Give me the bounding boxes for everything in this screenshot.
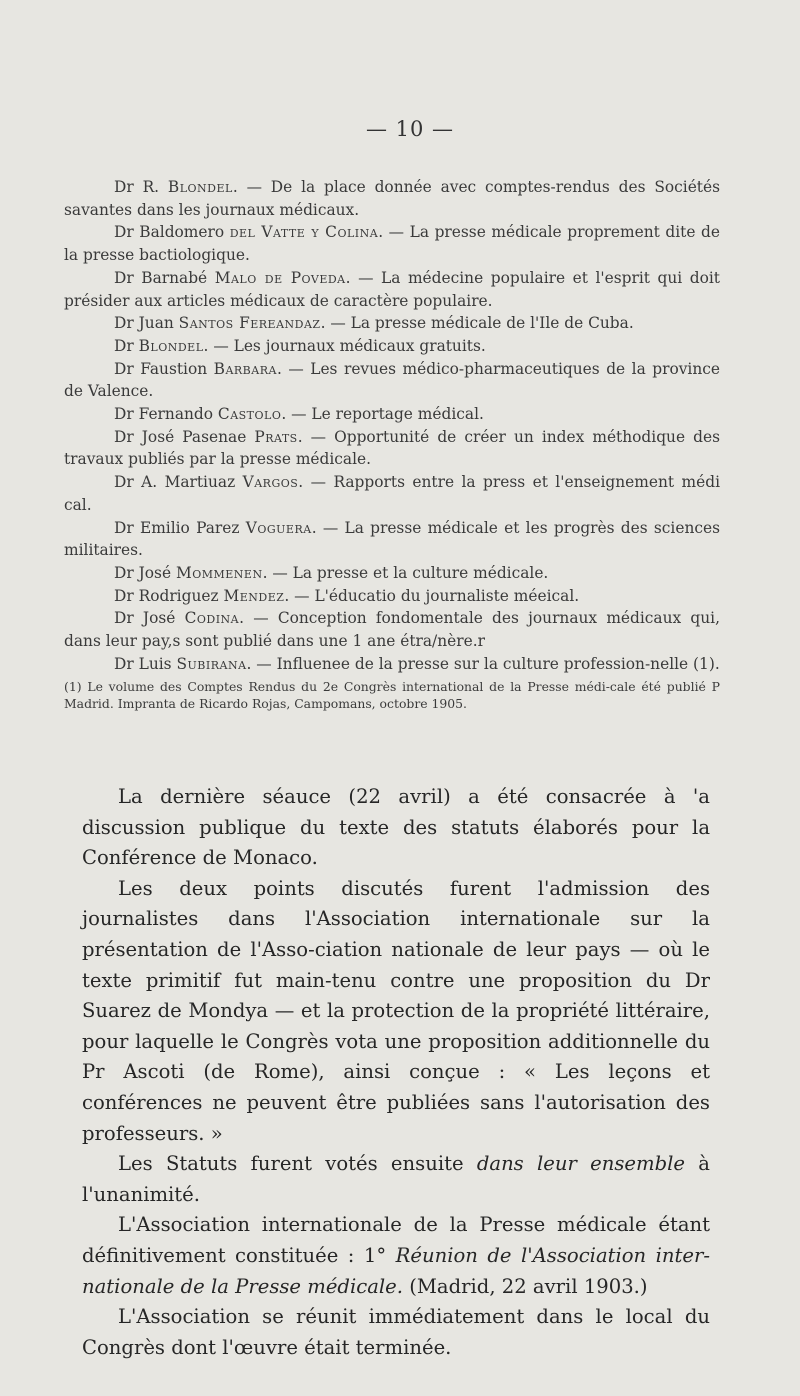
main-text — [82, 782, 710, 1363]
paragraph: L'Association internationale de la Presse médicale étant définitivement constituée : 1° Réunion de l'Association inter-nationale de la Presse médicale. (Madrid, 22 avril 1903.) — [82, 1213, 710, 1298]
paragraph: Les deux points discutés furent l'admission des journalistes dans l'Association internationale sur la présentation de l'Asso-ciation nationale de leur pays — où le texte primitif fut main-tenu contre une proposition du Dr Suarez de Mondya — et la protection de la propriété littéraire, pour laquelle le Congrès vota une proposition additionnelle du Pr Ascoti (de Rome), ainsi conçue : « Les leçons et conférences ne peuvent être publiées sans l'autorisation des professeurs. » — [82, 876, 710, 1145]
paper-entry: Dr Baldomero del Vatte y Colina. — La presse médicale proprement dite de la presse bactiologique. — [64, 223, 720, 265]
paragraph: L'Association se réunit immédiatement dans le local du Congrès dont l'œuvre était terminée. — [82, 1305, 710, 1359]
paper-entry: Dr Juan Santos Fereandaz. — La presse médicale de l'Ile de Cuba. — [114, 314, 634, 333]
footnote: (1) Le volume des Comptes Rendus du 2e Congrès international de la Presse médi-cale été publié P Madrid. Impranta de Ricardo Rojas, Campomans, octobre 1905. — [64, 679, 720, 712]
paper-entry: Dr Faustion Barbara. — Les revues médico-pharmaceutiques de la province de Valence. — [64, 359, 720, 401]
paper-entry: Dr R. Blondel. — De la place donnée avec comptes-rendus des Sociétés savantes dans les journaux médicaux. — [64, 178, 720, 219]
paper-list — [64, 176, 720, 712]
paper-entry: Dr José Codina. — Conception fondomentale des journaux médicaux qui, dans leur pay,s sont publié dans une 1 ane étra/nère.r — [64, 609, 720, 651]
paper-entry: Dr A. Martiuaz Vargos. — Rapports entre la press et l'enseignement médi cal. — [64, 473, 720, 514]
paragraph: Les Statuts furent votés ensuite dans leur ensemble à l'unanimité. — [82, 1152, 710, 1206]
paragraph: La dernière séauce (22 avril) a été consacrée à 'a discussion publique du texte des statuts élaborés pour la Conférence de Monaco. — [82, 785, 710, 870]
paper-entry: Dr Rodriguez Mendez. — L'éducatio du journaliste méeical. — [114, 586, 580, 605]
paper-entry: Dr Luis Subirana. — Influenee de la presse sur la culture profession-nelle (1). — [114, 654, 720, 673]
paper-entry: Dr Fernando Castolo. — Le reportage médical. — [114, 405, 484, 424]
paper-entry: Dr José Pasenae Prats. — Opportunité de créer un index méthodique des travaux publiés par la presse médicale. — [64, 427, 720, 469]
paper-entry: Dr José Mommenen. — La presse et la culture médicale. — [114, 563, 549, 582]
paper-entry: Dr Blondel. — Les journaux médicaux gratuits. — [114, 336, 486, 355]
page-number: — 10 — — [365, 117, 455, 141]
paper-entry: Dr Barnabé Malo de Poveda. — La médecine populaire et l'esprit qui doit présider aux articles médicaux de caractère populaire. — [64, 268, 720, 310]
paper-entry: Dr Emilio Parez Voguera. — La presse médicale et les progrès des sciences militaires. — [64, 518, 720, 560]
